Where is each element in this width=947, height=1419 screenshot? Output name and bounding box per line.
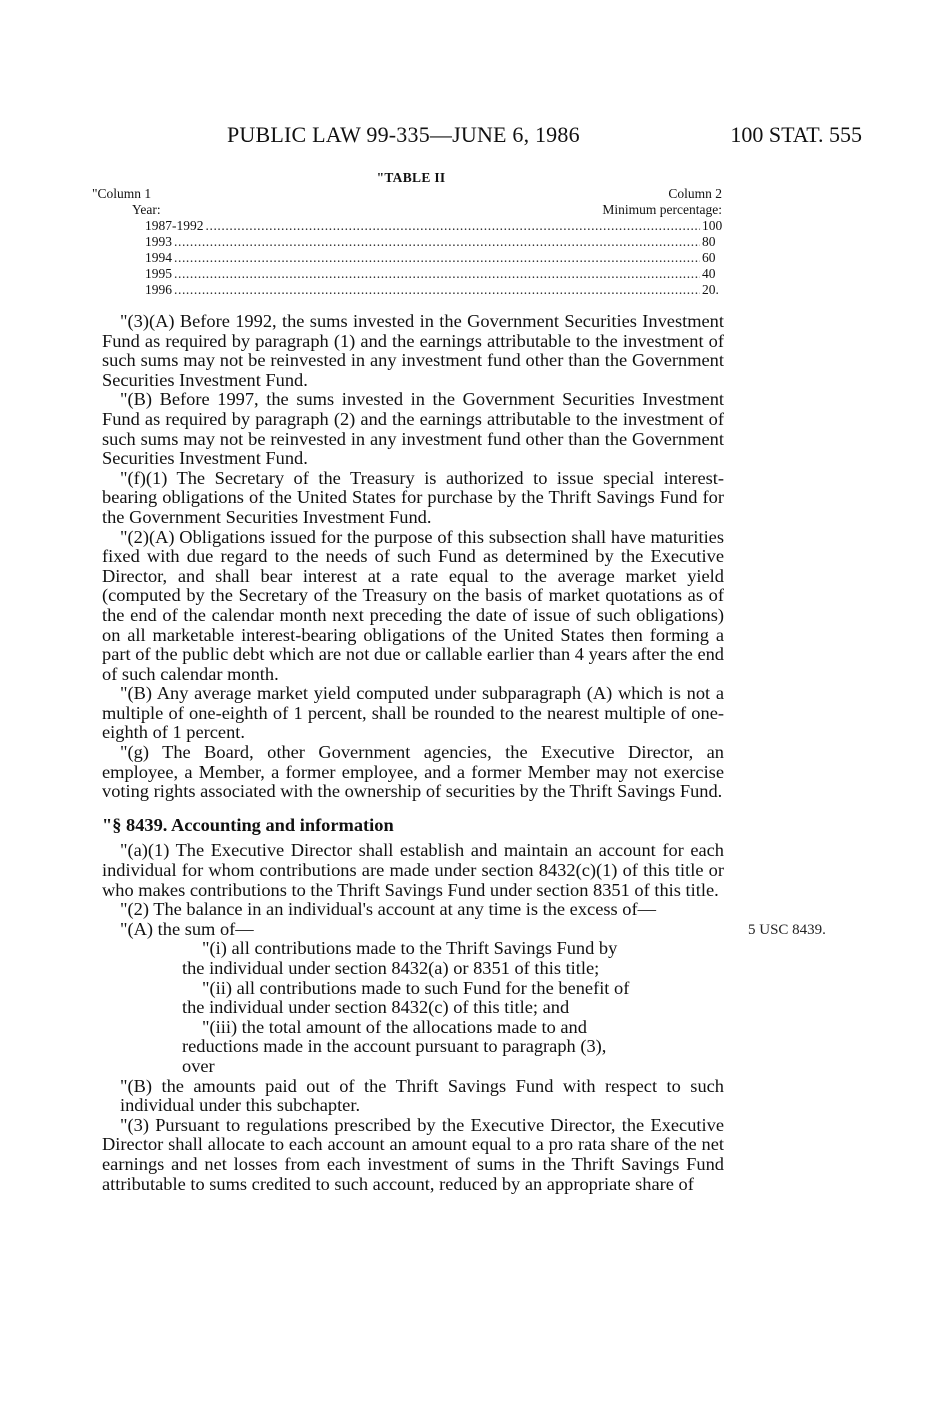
table-caption: "TABLE II <box>376 170 446 185</box>
row-year: 1996 <box>145 282 172 297</box>
row-percentage: 60 <box>702 250 716 265</box>
section-heading: "§ 8439. Accounting and information <box>102 814 394 835</box>
row-year: 1994 <box>145 250 172 265</box>
paragraph: "(2)(A) Obligations issued for the purpose of this subsection shall have maturities fixed with due regard to the needs of such Fund as determined by the Executive Director, and shall bear interest at a rate equal to the average market yield (computed by the Secretary of the Treasury on the basis of market quotations as of the end of the calendar month next preceding the date of issue of such obligations) on all marketable interest-bearing obligations of the United States then forming a part of the public debt which are not due or callable earlier than 4 years after the end of such calendar month. <box>102 526 724 684</box>
paragraph: "(f)(1) The Secretary of the Treasury is authorized to issue special interest-bearing obligations of the United States for purchase by the Thrift Savings Fund for the Government Securities Investment Fund. <box>102 467 724 527</box>
dot-leader <box>174 250 700 266</box>
row-year: 1993 <box>145 234 172 249</box>
subparagraph: "(A) the sum of— <box>120 918 254 939</box>
row-percentage: 80 <box>702 234 716 249</box>
dot-leader <box>174 266 700 282</box>
clause <box>102 979 724 1018</box>
statute-page-number: 100 STAT. 555 <box>730 122 862 147</box>
table-row <box>92 218 730 234</box>
paragraph: "(3) Pursuant to regulations prescribed by the Executive Director, the Executive Director shall allocate to each account an amount equal to a pro rata share of the net earnings and net losses from each investment of sums in the Thrift Savings Fund attributable to sums credited to such account, reduced by an appropriate share of <box>102 1114 724 1194</box>
table-row <box>92 282 730 298</box>
clause <box>102 1018 724 1057</box>
table-column-subheaders <box>92 202 730 218</box>
table-ii <box>92 170 730 298</box>
row-year: 1995 <box>145 266 172 281</box>
clause-line: the individual under section 8432(c) of this title; and <box>182 997 570 1018</box>
row-percentage: 100 <box>702 218 723 233</box>
paragraph: "(2) The balance in an individual's account at any time is the excess of— <box>120 899 656 920</box>
paragraph: "(a)(1) The Executive Director shall establish and maintain an account for each individual for whom contributions are made under section 8432(c)(1) of this title or who makes contributions to the Thrift Savings Fund under section 8351 of this title. <box>102 840 724 900</box>
clause-line: "(i) all contributions made to the Thrift Savings Fund by <box>202 938 618 959</box>
row-percentage: 40 <box>702 266 716 281</box>
subparagraph: "(B) the amounts paid out of the Thrift Savings Fund with respect to such individual under this subchapter. <box>120 1075 724 1116</box>
table-row <box>92 250 730 266</box>
page-title: PUBLIC LAW 99-335—JUNE 6, 1986 <box>227 122 580 147</box>
clause-over: over <box>182 1055 215 1076</box>
row-percentage: 20. <box>702 282 719 297</box>
paragraph: "(B) Any average market yield computed under subparagraph (A) which is not a multiple of one-eighth of 1 percent, shall be rounded to the nearest multiple of one-eighth of 1 percent. <box>102 683 724 743</box>
clause-line: the individual under section 8432(a) or 8351 of this title; <box>182 958 600 978</box>
table-row <box>92 234 730 250</box>
clause-line: "(iii) the total amount of the allocations made to and <box>202 1016 587 1037</box>
dot-leader <box>174 234 700 250</box>
table-column-headers <box>92 186 730 202</box>
clause <box>102 939 724 978</box>
statute-body <box>102 312 724 1194</box>
column-2-header: Column 2 <box>668 186 722 201</box>
page-header <box>102 122 862 152</box>
paragraph: "(3)(A) Before 1992, the sums invested in the Government Securities Investment Fund as required by paragraph (1) and the earnings attributable to the investment of such sums may not be reinvested in any investment fund other than the Government Securities Investment Fund. <box>102 311 724 390</box>
margin-citation: 5 USC 8439. <box>748 922 826 938</box>
dot-leader <box>174 282 700 298</box>
percentage-subheader: Minimum percentage: <box>602 202 722 217</box>
paragraph: "(g) The Board, other Government agencies, the Executive Director, an employee, a Member, a former employee, and a former Member may not exercise voting rights associated with the ownership of securities by the Thrift Savings Fund. <box>102 742 724 802</box>
row-year: 1987-1992 <box>145 218 204 233</box>
paragraph: "(B) Before 1997, the sums invested in the Government Securities Investment Fund as required by paragraph (2) and the earnings attributable to the investment of such sums may not be reinvested in any investment fund other than the Government Securities Investment Fund. <box>102 389 724 469</box>
year-subheader: Year: <box>132 202 161 217</box>
clause-line: reductions made in the account pursuant to paragraph (3), <box>182 1036 607 1057</box>
clause-line: "(ii) all contributions made to such Fund for the benefit of <box>202 977 630 998</box>
column-1-header: "Column 1 <box>92 186 152 201</box>
table-row <box>92 266 730 282</box>
dot-leader <box>206 218 701 234</box>
